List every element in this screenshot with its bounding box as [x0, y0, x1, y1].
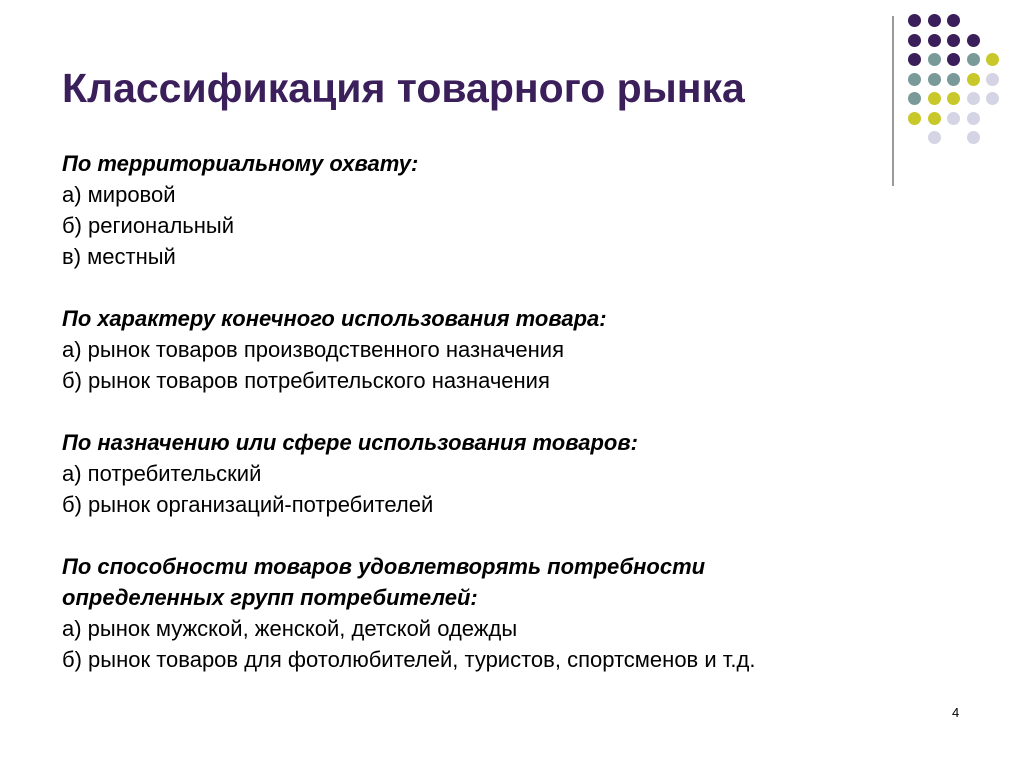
- section-heading: По территориальному охвату:: [62, 151, 419, 176]
- decorative-dot: [928, 73, 941, 86]
- list-item: а) мировой: [62, 182, 176, 207]
- list-item: а) потребительский: [62, 461, 262, 486]
- decorative-dot: [986, 92, 999, 105]
- decorative-dot: [908, 14, 921, 27]
- decorative-dot: [967, 53, 980, 66]
- decorative-dot: [947, 14, 960, 27]
- decorative-dot: [908, 34, 921, 47]
- decorative-dot: [947, 92, 960, 105]
- decorative-dot: [928, 92, 941, 105]
- section-heading: По характеру конечного использования товара:: [62, 306, 607, 331]
- list-item: б) рынок товаров потребительского назначения: [62, 368, 550, 393]
- classification-section: [62, 148, 902, 272]
- section-heading: определенных групп потребителей:: [62, 585, 478, 610]
- page-number: 4: [952, 705, 960, 720]
- decorative-dot: [967, 131, 980, 144]
- decorative-dot: [908, 112, 921, 125]
- decorative-dot: [928, 34, 941, 47]
- classification-section: [62, 551, 902, 675]
- decorative-dot: [967, 92, 980, 105]
- section-heading: По назначению или сфере использования товаров:: [62, 430, 638, 455]
- list-item: б) рынок организаций-потребителей: [62, 492, 434, 517]
- slide-body: [62, 148, 902, 706]
- decorative-dot: [986, 73, 999, 86]
- list-item: в) местный: [62, 244, 176, 269]
- decorative-dot: [908, 53, 921, 66]
- decorative-dot: [928, 14, 941, 27]
- slide-title: Классификация товарного рынка: [62, 65, 745, 111]
- decorative-dot: [967, 112, 980, 125]
- decorative-dot: [947, 34, 960, 47]
- decorative-dot: [967, 34, 980, 47]
- list-item: а) рынок мужской, женской, детской одежды: [62, 616, 518, 641]
- decorative-dot: [908, 92, 921, 105]
- decorative-dot: [908, 73, 921, 86]
- classification-section: [62, 427, 902, 520]
- list-item: б) рынок товаров для фотолюбителей, туристов, спортсменов и т.д.: [62, 647, 756, 672]
- decorative-dot: [947, 112, 960, 125]
- decorative-dot: [947, 53, 960, 66]
- dot-grid-decoration: [908, 14, 1008, 164]
- list-item: а) рынок товаров производственного назначения: [62, 337, 564, 362]
- section-heading: По способности товаров удовлетворять потребности: [62, 554, 706, 579]
- classification-section: [62, 303, 902, 396]
- decorative-dot: [928, 131, 941, 144]
- decorative-dot: [928, 53, 941, 66]
- decorative-dot: [967, 73, 980, 86]
- decorative-dot: [928, 112, 941, 125]
- decorative-dot: [986, 53, 999, 66]
- decorative-dot: [947, 73, 960, 86]
- list-item: б) региональный: [62, 213, 234, 238]
